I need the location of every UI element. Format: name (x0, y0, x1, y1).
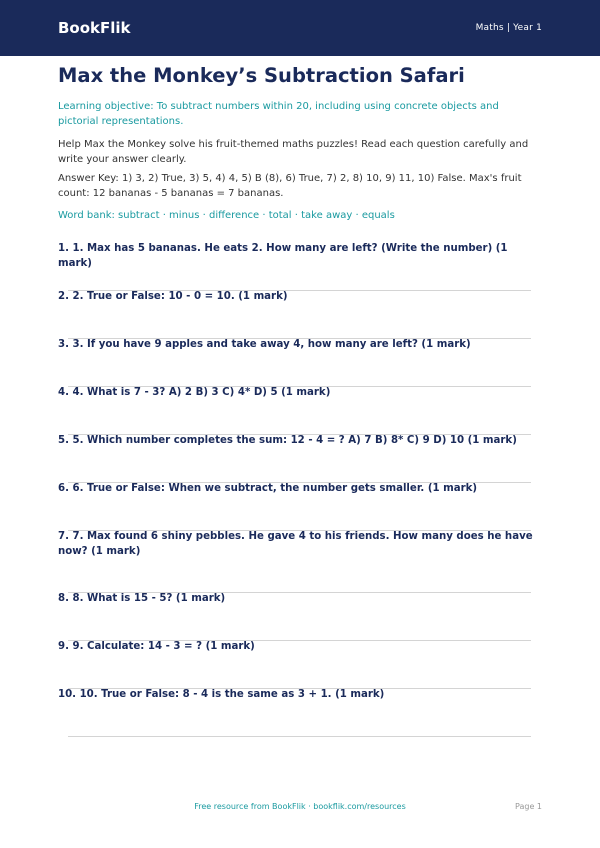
page-header (0, 0, 600, 56)
answer-key: Answer Key: 1) 3, 2) True, 3) 5, 4) 4, 5) B (8), 6) True, 7) 2, 8) 10, 9) 11, 10) False. Max's fruit count: 12 bananas - 5 bananas = 7 bananas. (58, 173, 522, 199)
question-9: 9. 9. Calculate: 14 - 3 = ? (1 mark) (58, 641, 255, 652)
question-10: 10. 10. True or False: 8 - 4 is the same as 3 + 1. (1 mark) (58, 689, 385, 700)
subject-year-label: Maths | Year 1 (475, 23, 542, 33)
brand-logo[interactable]: BookFlik (58, 19, 131, 37)
question-5: 5. 5. Which number completes the sum: 12 - 4 = ? A) 7 B) 8* C) 9 D) 10 (1 mark) (58, 435, 517, 446)
question-3: 3. 3. If you have 9 apples and take away 4, how many are left? (1 mark) (58, 339, 471, 350)
question-8: 8. 8. What is 15 - 5? (1 mark) (58, 593, 226, 604)
intro-text: Help Max the Monkey solve his fruit-themed maths puzzles! Read each question carefully and write your answer clearly. (58, 139, 529, 165)
footer-credit[interactable]: Free resource from BookFlik · bookflik.com/resources (194, 802, 406, 811)
question-1: 1. 1. Max has 5 bananas. He eats 2. How many are left? (Write the number) (1 mark) (58, 243, 508, 269)
question-7: 7. 7. Max found 6 shiny pebbles. He gave 4 to his friends. How many does he have now? (1 mark) (58, 531, 533, 557)
question-4: 4. 4. What is 7 - 3? A) 2 B) 3 C) 4* D) 5 (1 mark) (58, 387, 331, 398)
worksheet-title: Max the Monkey’s Subtraction Safari (58, 64, 465, 87)
page-number: Page 1 (515, 802, 542, 811)
question-6: 6. 6. True or False: When we subtract, the number gets smaller. (1 mark) (58, 483, 478, 494)
word-bank: Word bank: subtract · minus · difference · total · take away · equals (58, 210, 395, 221)
question-2: 2. 2. True or False: 10 - 0 = 10. (1 mark) (58, 291, 288, 302)
learning-objective: Learning objective: To subtract numbers within 20, including using concrete objects and pictorial representations. (58, 101, 499, 127)
answer-line-10[interactable] (68, 736, 531, 737)
